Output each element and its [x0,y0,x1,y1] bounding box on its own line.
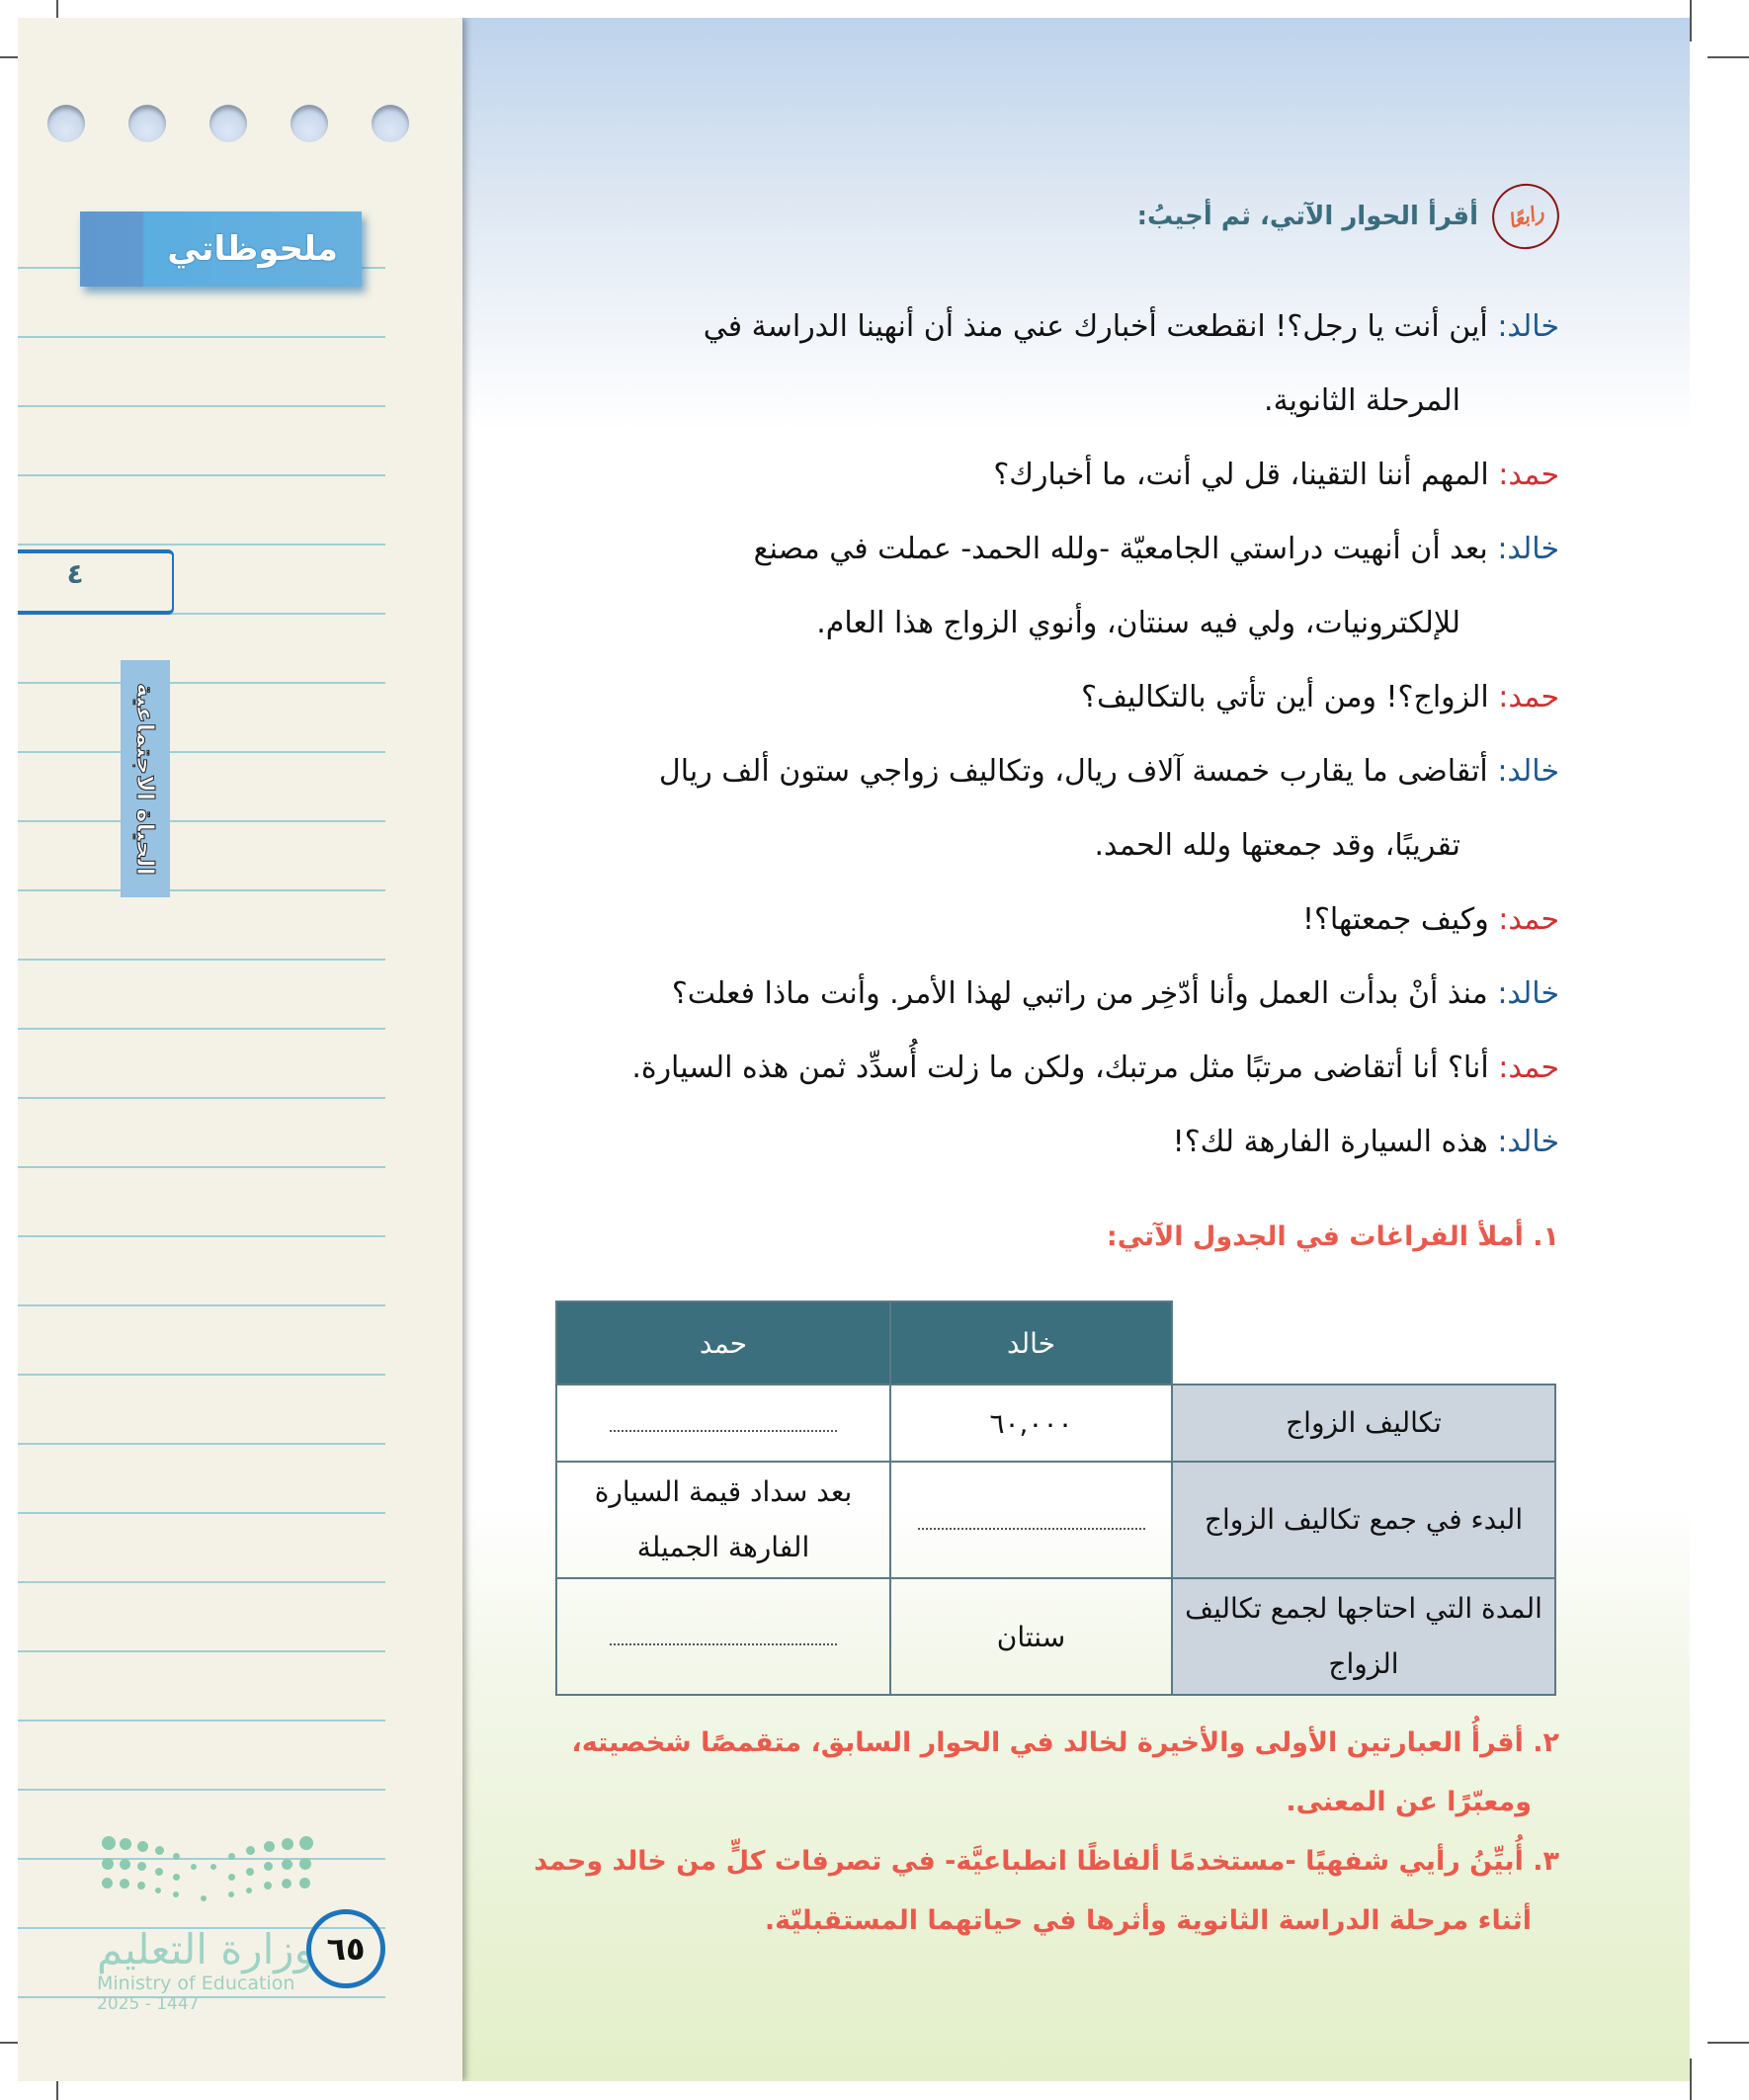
unit-title-tab [121,660,170,897]
dialog-text: وكيف جمعتها؟! [1301,902,1489,937]
ruled-line [18,1443,385,1445]
textbook-page [18,18,1690,2081]
row-label: تكاليف الزواج [1172,1385,1555,1462]
binder-hole-icon [47,105,85,142]
binder-hole-icon [209,105,247,142]
table-row [556,1462,1555,1578]
dialog-line [532,660,1559,734]
section-title: أقرأ الحوار الآتي، ثم أجيبُ: [1136,202,1478,231]
ruled-line [18,751,385,753]
unit-number: ٤ [66,557,84,590]
cell-hamad-blank[interactable] [556,1578,890,1695]
table-corner [1172,1302,1555,1385]
question-2 [571,1714,1559,1832]
dialog-continuation: للإلكترونيات، ولي فيه سنتان، وأنوي الزواج هذا العام. [816,606,1460,640]
ruled-line [18,1097,385,1099]
cell-hamad-blank[interactable] [556,1385,890,1462]
ruled-line [18,474,385,476]
ruled-line [18,1720,385,1722]
speaker-name: خالد: [1497,309,1559,344]
fill-blank[interactable] [610,1420,837,1432]
dialog-text: هذه السيارة الفارهة لك؟! [1172,1125,1488,1159]
binder-hole-icon [372,105,409,142]
fill-blank[interactable] [918,1518,1145,1530]
question-3 [534,1832,1559,1951]
speaker-name: حمد: [1498,902,1559,937]
ruled-line [18,1374,385,1376]
question-1: ١. أملأ الفراغات في الجدول الآتي: [1106,1221,1559,1252]
dialog-text: أتقاضى ما يقارب خمسة آلاف ريال، وتكاليف زواجي ستون ألف ريال [658,754,1488,789]
speaker-name: حمد: [1498,1050,1559,1085]
ruled-line [18,405,385,407]
section-header [1137,184,1559,249]
question-2-line-1: ٢. أقرأُ العبارتين الأولى والأخيرة لخالد في الحوار السابق، متقمصًا شخصيته، [571,1727,1559,1758]
notes-label [80,211,362,287]
table-row [556,1578,1555,1695]
ruled-line [18,1581,385,1583]
ruled-line [18,820,385,822]
dialog-line [532,1031,1559,1105]
speaker-name: خالد: [1497,976,1559,1011]
dialog-line [532,512,1559,586]
table-row [556,1385,1555,1462]
ruled-line [18,682,385,684]
question-3-line-1: ٣. أُبيِّنُ رأيي شفهيًا -مستخدمًا ألفاظًا انطباعيَّة- في تصرفات كلٍّ من خالد وحمد [534,1846,1559,1877]
dialog-text: أين أنت يا رجل؟! انقطعت أخبارك عني منذ أن أنهينا الدراسة في [703,309,1488,344]
ruled-line [18,1650,385,1652]
dialog-line [532,957,1559,1031]
ministry-name-english: Ministry of Education [97,1973,295,1994]
notes-label-text: ملحوظاتي [167,229,338,269]
dialog-line [532,290,1559,364]
unit-number-box [18,549,174,615]
question-2-line-2: ومعبّرًا عن المعنى. [1286,1787,1532,1817]
binder-hole-icon [128,105,166,142]
dialog-text: منذ أنْ بدأت العمل وأنا أدّخِر من راتبي لهذا الأمر. وأنت ماذا فعلت؟ [671,976,1488,1011]
section-badge-text: رابعًا [1504,199,1547,234]
ministry-name-arabic: وزارة التعليم [97,1925,314,1974]
cell-hamad: بعد سداد قيمة السيارة الفارهة الجميلة [556,1462,890,1578]
ministry-logo-icon [102,1836,339,1905]
dialog-line [532,1105,1559,1179]
ruled-line [18,544,385,546]
crop-mark [1707,2042,1749,2044]
cell-khalid-blank[interactable] [890,1462,1172,1578]
speaker-name: خالد: [1497,1125,1559,1159]
ruled-line [18,336,385,338]
dialog-text: بعد أن أنهيت دراستي الجامعيّة -ولله الحمد- عملت في مصنع [753,532,1488,566]
ruled-line [18,1028,385,1030]
fill-blank[interactable] [610,1634,837,1645]
ruled-line [18,1235,385,1237]
row-label: المدة التي احتاجها لجمع تكاليف الزواج [1172,1578,1555,1695]
crop-mark [1690,0,1692,42]
cell-khalid: سنتان [890,1578,1172,1695]
dialog [532,290,1559,1179]
row-label: البدء في جمع تكاليف الزواج [1172,1462,1555,1578]
ruled-line [18,1996,385,1998]
section-badge [1483,175,1567,258]
ruled-line [18,1789,385,1791]
crop-mark [1690,2058,1692,2100]
ruled-line [18,1166,385,1168]
dialog-continuation: المرحلة الثانوية. [1264,383,1460,418]
dialog-line [532,734,1559,808]
table-header-row [556,1302,1555,1385]
speaker-name: حمد: [1498,680,1559,714]
fill-in-table [555,1301,1556,1696]
speaker-name: خالد: [1497,754,1559,789]
ruled-line [18,1512,385,1514]
dialog-continuation: تقريبًا، وقد جمعتها ولله الحمد. [1094,828,1460,863]
edition-year: 2025 - 1447 [97,1994,200,2014]
ruled-line [18,1304,385,1306]
notes-sidebar [18,18,462,2081]
page-number: ٦٥ [326,1930,366,1968]
column-header-hamad: حمد [556,1302,890,1385]
cell-khalid: ٦٠,٠٠٠ [890,1385,1172,1462]
column-header-khalid: خالد [890,1302,1172,1385]
dialog-text: أنا؟ أنا أتقاضى مرتبًا مثل مرتبك، ولكن ما زلت أُسدِّد ثمن هذه السيارة. [631,1050,1489,1085]
page-number-badge [306,1909,385,1988]
speaker-name: حمد: [1498,458,1559,492]
main-content [532,18,1559,2081]
binder-hole-icon [291,105,328,142]
speaker-name: خالد: [1497,532,1559,566]
dialog-line [532,882,1559,957]
dialog-text: الزواج؟! ومن أين تأتي بالتكاليف؟ [1081,680,1489,714]
dialog-line [532,438,1559,512]
dialog-text: المهم أننا التقينا، قل لي أنت، ما أخبارك؟ [993,458,1489,492]
question-3-line-2: أثناء مرحلة الدراسة الثانوية وأثرها في حياتهما المستقبليّة. [764,1905,1532,1936]
unit-title: الحياة الاجتماعية [131,682,159,876]
ruled-line [18,959,385,961]
crop-mark [1707,56,1749,58]
ruled-line [18,889,385,891]
